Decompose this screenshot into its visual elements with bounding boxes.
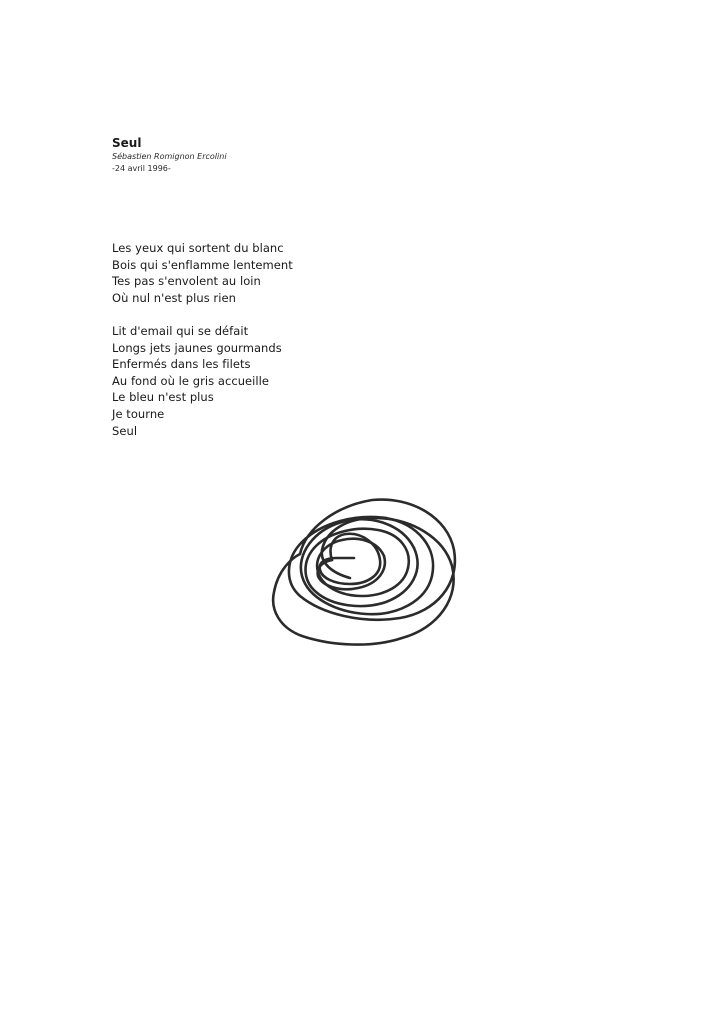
- poem-line: Les yeux qui sortent du blanc: [112, 241, 284, 255]
- poem-line: Tes pas s'envolent au loin: [112, 274, 261, 289]
- poem-header: [112, 136, 227, 175]
- poem-line: Enfermés dans les filets: [112, 357, 251, 372]
- poem-date: -24 avril 1996-: [112, 164, 171, 173]
- poem-line: Lit d'email qui se défait: [112, 323, 249, 338]
- stanza-1: [112, 240, 293, 306]
- poem-author: Sébastien Romignon Ercolini: [112, 152, 227, 161]
- poem-line: Je tourne: [112, 406, 165, 421]
- poem-line: Où nul n'est plus rien: [112, 290, 236, 305]
- poem-line: Longs jets jaunes gourmands: [112, 340, 282, 355]
- poem-line: Seul: [112, 423, 138, 438]
- poem-line: Le bleu n'est plus: [112, 390, 214, 405]
- stanza-2: [112, 323, 293, 439]
- poem-line: Bois qui s'enflamme lentement: [112, 257, 293, 272]
- poem-body: [112, 240, 293, 456]
- poem-line: Au fond où le gris accueille: [112, 373, 270, 388]
- spiral-scribble-illustration: [262, 488, 468, 654]
- poem-title: Seul: [112, 136, 142, 150]
